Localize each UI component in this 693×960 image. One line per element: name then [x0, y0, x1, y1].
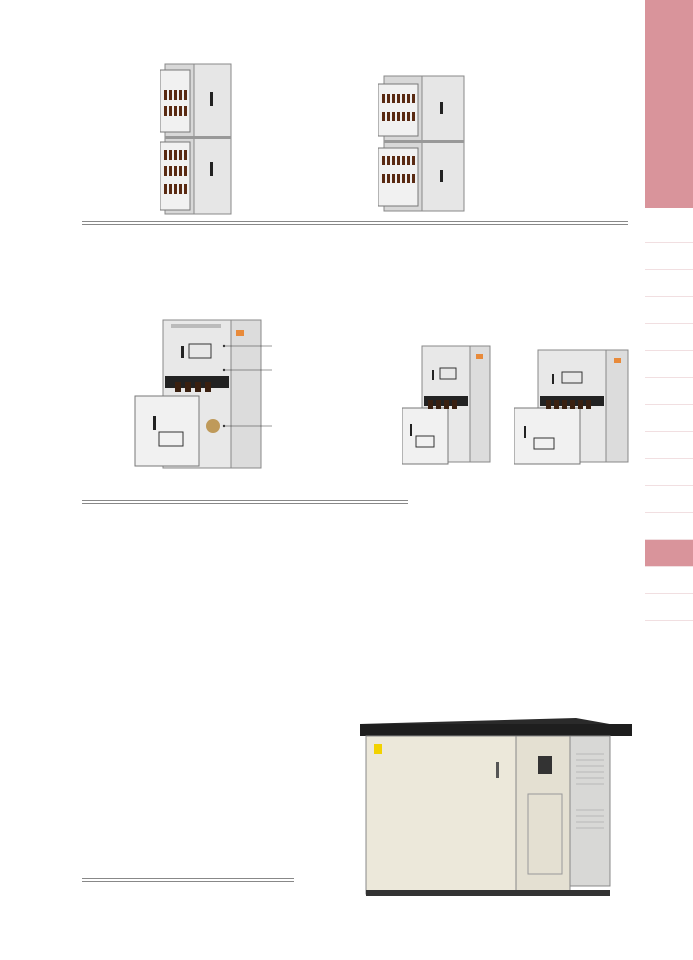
col-type — [147, 501, 212, 504]
sidebar-item[interactable] — [645, 405, 693, 432]
bcg-12-image — [402, 344, 494, 474]
chapter-header — [645, 0, 693, 208]
col-model — [82, 501, 147, 504]
cooling-table — [82, 878, 294, 882]
callout-fixing — [274, 423, 364, 430]
sidebar-item[interactable] — [645, 351, 693, 378]
sidebar-item[interactable] — [645, 567, 693, 594]
sidebar-item[interactable] — [645, 216, 693, 243]
bcb-3-image — [160, 62, 235, 217]
bcg-18-image — [514, 348, 632, 474]
col-capacity — [343, 501, 408, 504]
sidebar-item[interactable] — [645, 270, 693, 297]
sidebar-item[interactable] — [645, 486, 693, 513]
sidebar-item[interactable] — [645, 540, 693, 567]
col-mass — [446, 222, 537, 225]
callout-lines — [220, 340, 280, 430]
sidebar-item[interactable] — [645, 594, 693, 621]
sidebar-item[interactable] — [645, 432, 693, 459]
sidebar-item[interactable] — [645, 297, 693, 324]
sidebar-item[interactable] — [645, 459, 693, 486]
col-mass — [252, 879, 294, 882]
ct-5-image — [356, 714, 634, 900]
col-columns — [124, 879, 166, 882]
sidebar-item[interactable] — [645, 513, 693, 540]
col-type — [167, 879, 209, 882]
col-type — [173, 222, 264, 225]
callout-safety — [274, 366, 364, 373]
col-bottle-capacity — [537, 222, 628, 225]
gallon-table — [82, 500, 408, 504]
big-type-table — [82, 221, 628, 225]
col-model — [82, 222, 173, 225]
col-size — [264, 222, 355, 225]
chapter-index — [645, 216, 693, 621]
sidebar-item[interactable] — [645, 243, 693, 270]
col-mass — [278, 501, 343, 504]
chapter-sidebar — [645, 0, 693, 960]
sidebar-item[interactable] — [645, 378, 693, 405]
bcb-5-image — [378, 74, 468, 214]
col-size — [212, 501, 277, 504]
sidebar-item[interactable] — [645, 324, 693, 351]
col-model — [82, 879, 124, 882]
col-drawers — [355, 222, 446, 225]
col-size — [209, 879, 251, 882]
